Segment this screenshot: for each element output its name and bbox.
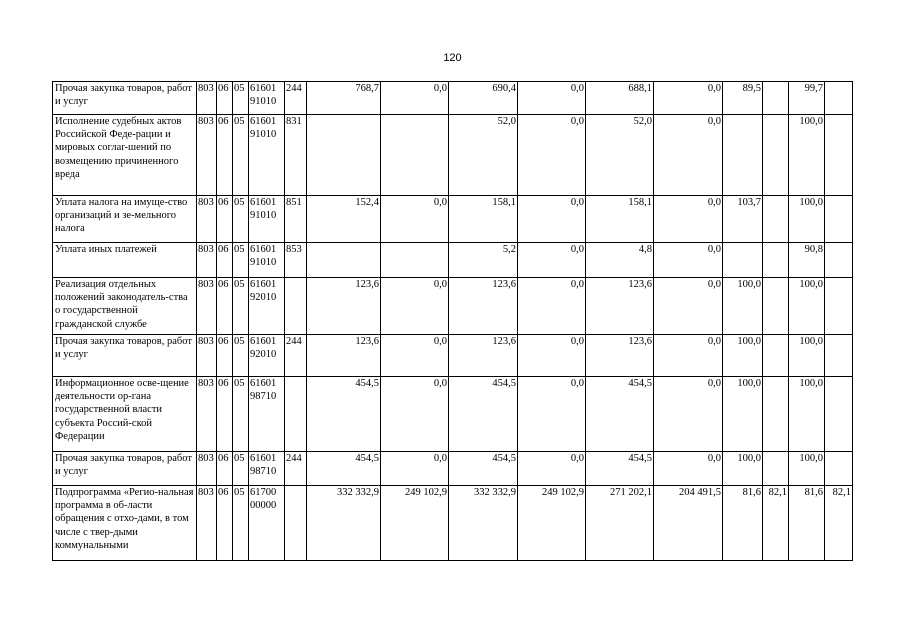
- value-4: 249 102,9: [518, 486, 586, 561]
- value-1: 454,5: [307, 452, 381, 486]
- expense-type-code: [285, 278, 307, 335]
- value-5: 454,5: [586, 452, 654, 486]
- percent-3: 90,8: [789, 243, 825, 278]
- value-3: 332 332,9: [449, 486, 518, 561]
- percent-2: 82,1: [763, 486, 789, 561]
- table-row: [53, 278, 853, 335]
- value-1: 123,6: [307, 278, 381, 335]
- value-3: 690,4: [449, 82, 518, 115]
- value-2: [381, 115, 449, 196]
- expense-type-code: 244: [285, 82, 307, 115]
- item-name: Подпрограмма «Регио-нальная программа в об-ласти обращения с отхо-дами, в том числе с твер-дыми коммунальными: [53, 486, 197, 561]
- value-2: 0,0: [381, 452, 449, 486]
- ved-code: 803: [197, 115, 217, 196]
- ved-code: 803: [197, 82, 217, 115]
- value-2: 0,0: [381, 196, 449, 243]
- expense-type-code: [285, 377, 307, 452]
- percent-4: [825, 335, 853, 377]
- value-6: 0,0: [654, 82, 723, 115]
- table-row: [53, 486, 853, 561]
- percent-4: 82,1: [825, 486, 853, 561]
- subsection-code: 05: [233, 243, 249, 278]
- subsection-code: 05: [233, 196, 249, 243]
- percent-1: 81,6: [723, 486, 763, 561]
- section-code: 06: [217, 278, 233, 335]
- expense-type-code: 244: [285, 452, 307, 486]
- subsection-code: 05: [233, 377, 249, 452]
- value-4: 0,0: [518, 243, 586, 278]
- table-row: [53, 196, 853, 243]
- percent-1: 100,0: [723, 278, 763, 335]
- percent-4: [825, 115, 853, 196]
- target-article-code: 61601 98710: [249, 377, 285, 452]
- value-1: 123,6: [307, 335, 381, 377]
- section-code: 06: [217, 115, 233, 196]
- value-5: 52,0: [586, 115, 654, 196]
- value-2: [381, 243, 449, 278]
- item-name: Уплата иных платежей: [53, 243, 197, 278]
- ved-code: 803: [197, 196, 217, 243]
- percent-4: [825, 243, 853, 278]
- value-2: 0,0: [381, 82, 449, 115]
- target-article-code: 61601 98710: [249, 452, 285, 486]
- section-code: 06: [217, 452, 233, 486]
- value-3: 158,1: [449, 196, 518, 243]
- value-4: 0,0: [518, 278, 586, 335]
- percent-4: [825, 278, 853, 335]
- table-row: [53, 243, 853, 278]
- expense-type-code: 853: [285, 243, 307, 278]
- percent-4: [825, 196, 853, 243]
- value-5: 158,1: [586, 196, 654, 243]
- value-4: 0,0: [518, 82, 586, 115]
- item-name: Уплата налога на имуще-ство организаций и зе-мельного налога: [53, 196, 197, 243]
- ved-code: 803: [197, 243, 217, 278]
- table-row: [53, 115, 853, 196]
- item-name: Информационное осве-щение деятельности ор-гана государственной власти субъекта Россий-ской Федерации: [53, 377, 197, 452]
- percent-1: 89,5: [723, 82, 763, 115]
- table-row: [53, 82, 853, 115]
- ved-code: 803: [197, 486, 217, 561]
- value-5: 4,8: [586, 243, 654, 278]
- section-code: 06: [217, 82, 233, 115]
- section-code: 06: [217, 486, 233, 561]
- percent-4: [825, 377, 853, 452]
- value-6: 0,0: [654, 243, 723, 278]
- percent-3: 99,7: [789, 82, 825, 115]
- section-code: 06: [217, 196, 233, 243]
- ved-code: 803: [197, 335, 217, 377]
- item-name: Прочая закупка товаров, работ и услуг: [53, 452, 197, 486]
- percent-2: [763, 278, 789, 335]
- percent-2: [763, 115, 789, 196]
- value-3: 454,5: [449, 452, 518, 486]
- percent-3: 100,0: [789, 452, 825, 486]
- percent-3: 100,0: [789, 377, 825, 452]
- value-2: 249 102,9: [381, 486, 449, 561]
- subsection-code: 05: [233, 115, 249, 196]
- value-1: 152,4: [307, 196, 381, 243]
- value-1: [307, 243, 381, 278]
- percent-2: [763, 452, 789, 486]
- subsection-code: 05: [233, 335, 249, 377]
- subsection-code: 05: [233, 486, 249, 561]
- value-6: 0,0: [654, 452, 723, 486]
- expense-type-code: 831: [285, 115, 307, 196]
- value-1: [307, 115, 381, 196]
- subsection-code: 05: [233, 278, 249, 335]
- value-5: 688,1: [586, 82, 654, 115]
- value-6: 204 491,5: [654, 486, 723, 561]
- percent-3: 100,0: [789, 115, 825, 196]
- ved-code: 803: [197, 278, 217, 335]
- value-4: 0,0: [518, 452, 586, 486]
- percent-2: [763, 243, 789, 278]
- percent-1: [723, 115, 763, 196]
- percent-2: [763, 82, 789, 115]
- target-article-code: 61601 91010: [249, 82, 285, 115]
- item-name: Прочая закупка товаров, работ и услуг: [53, 335, 197, 377]
- value-1: 332 332,9: [307, 486, 381, 561]
- section-code: 06: [217, 243, 233, 278]
- value-4: 0,0: [518, 115, 586, 196]
- target-article-code: 61700 00000: [249, 486, 285, 561]
- percent-1: 103,7: [723, 196, 763, 243]
- percent-3: 81,6: [789, 486, 825, 561]
- value-3: 454,5: [449, 377, 518, 452]
- value-3: 5,2: [449, 243, 518, 278]
- value-6: 0,0: [654, 115, 723, 196]
- target-article-code: 61601 91010: [249, 196, 285, 243]
- percent-2: [763, 196, 789, 243]
- percent-3: 100,0: [789, 335, 825, 377]
- percent-1: 100,0: [723, 335, 763, 377]
- target-article-code: 61601 91010: [249, 115, 285, 196]
- value-5: 271 202,1: [586, 486, 654, 561]
- percent-3: 100,0: [789, 196, 825, 243]
- page-number: 120: [443, 52, 462, 64]
- percent-1: [723, 243, 763, 278]
- expense-type-code: 244: [285, 335, 307, 377]
- expense-type-code: 851: [285, 196, 307, 243]
- item-name: Реализация отдельных положений законодатель-ства о государственной гражданской службе: [53, 278, 197, 335]
- target-article-code: 61601 92010: [249, 335, 285, 377]
- value-5: 454,5: [586, 377, 654, 452]
- value-5: 123,6: [586, 278, 654, 335]
- percent-2: [763, 335, 789, 377]
- table-row: [53, 452, 853, 486]
- percent-3: 100,0: [789, 278, 825, 335]
- table-row: [53, 335, 853, 377]
- value-4: 0,0: [518, 335, 586, 377]
- percent-4: [825, 82, 853, 115]
- value-6: 0,0: [654, 377, 723, 452]
- value-2: 0,0: [381, 278, 449, 335]
- value-4: 0,0: [518, 377, 586, 452]
- percent-2: [763, 377, 789, 452]
- value-1: 768,7: [307, 82, 381, 115]
- value-2: 0,0: [381, 377, 449, 452]
- value-1: 454,5: [307, 377, 381, 452]
- subsection-code: 05: [233, 452, 249, 486]
- item-name: Прочая закупка товаров, работ и услуг: [53, 82, 197, 115]
- value-6: 0,0: [654, 196, 723, 243]
- value-2: 0,0: [381, 335, 449, 377]
- table-row: [53, 377, 853, 452]
- subsection-code: 05: [233, 82, 249, 115]
- target-article-code: 61601 91010: [249, 243, 285, 278]
- section-code: 06: [217, 335, 233, 377]
- ved-code: 803: [197, 377, 217, 452]
- section-code: 06: [217, 377, 233, 452]
- value-6: 0,0: [654, 278, 723, 335]
- item-name: Исполнение судебных актов Российской Феде-рации и мировых соглаr-шений по возмещению причиненного вреда: [53, 115, 197, 196]
- percent-1: 100,0: [723, 377, 763, 452]
- target-article-code: 61601 92010: [249, 278, 285, 335]
- percent-1: 100,0: [723, 452, 763, 486]
- value-5: 123,6: [586, 335, 654, 377]
- value-3: 123,6: [449, 335, 518, 377]
- percent-4: [825, 452, 853, 486]
- value-3: 52,0: [449, 115, 518, 196]
- ved-code: 803: [197, 452, 217, 486]
- value-3: 123,6: [449, 278, 518, 335]
- budget-table: [52, 81, 853, 561]
- value-4: 0,0: [518, 196, 586, 243]
- value-6: 0,0: [654, 335, 723, 377]
- expense-type-code: [285, 486, 307, 561]
